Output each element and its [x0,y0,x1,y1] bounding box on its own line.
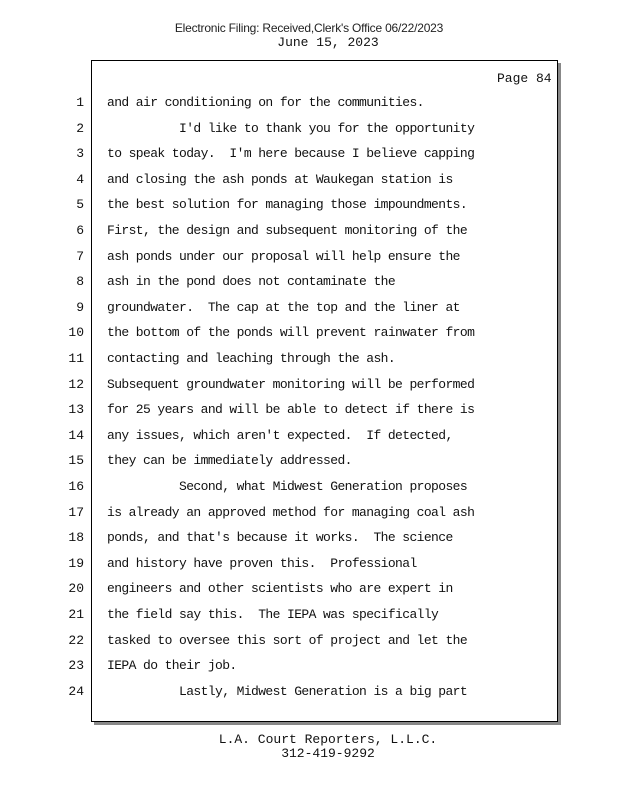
transcript-line [0,453,618,473]
transcript-line [0,121,618,141]
transcript-line [0,325,618,345]
line-text: and air conditioning on for the communities. [107,95,424,110]
line-number: 3 [76,146,84,162]
line-text: groundwater. The cap at the top and the liner at [107,299,460,315]
transcript-line [0,377,618,397]
transcript-line [0,95,618,115]
line-number: 2 [76,120,84,136]
line-text: contacting and leaching through the ash. [107,351,396,366]
transcript-line [0,274,618,294]
transcript-line [0,300,618,320]
line-number: 23 [68,658,84,674]
line-number: 17 [68,504,84,520]
line-text: the bottom of the ponds will prevent rainwater from [107,325,475,341]
line-text: the field say this. The IEPA was specifically [107,607,439,622]
line-number: 9 [76,299,84,315]
line-number: 4 [76,171,84,187]
line-text: ponds, and that's because it works. The science [107,530,453,546]
filing-stamp: Electronic Filing: Received,Clerk's Office 06/22/2023 [174,21,444,35]
line-text: I'd like to thank you for the opportunity [107,120,475,136]
line-number: 10 [68,325,84,341]
line-text: ash in the pond does not contaminate the [107,274,396,290]
page-number: Page 84 [497,71,552,86]
transcript-line [0,223,618,243]
transcript-line [0,197,618,217]
transcript-line [0,658,618,678]
transcript-line [0,172,618,192]
page-footer [0,733,618,761]
transcript-line [0,607,618,627]
line-text: they can be immediately addressed. [107,453,352,469]
transcript-line [0,351,618,371]
line-number: 7 [76,248,84,264]
line-text: engineers and other scientists who are expert in [107,581,453,597]
transcript-line [0,249,618,269]
line-text: and closing the ash ponds at Waukegan station is [107,171,453,187]
transcript-line [0,633,618,653]
transcript-line [0,402,618,422]
line-number: 22 [68,632,84,648]
transcript-line [0,479,618,499]
line-number: 8 [76,274,84,290]
transcript-line [0,505,618,525]
line-number: 19 [68,555,84,571]
line-number: 16 [68,479,84,494]
line-number: 11 [68,351,84,366]
line-text: the best solution for managing those impoundments. [107,197,468,213]
transcript-line [0,581,618,601]
transcript-line [0,146,618,166]
line-text: First, the design and subsequent monitoring of the [107,223,468,238]
line-text: Lastly, Midwest Generation is a big part [107,683,468,699]
line-number: 6 [76,223,84,238]
line-text: to speak today. I'm here because I believe capping [107,146,475,162]
line-text: Second, what Midwest Generation proposes [107,479,468,494]
line-text: tasked to oversee this sort of project and let the [107,632,468,648]
line-text: ash ponds under our proposal will help ensure the [107,248,460,264]
line-number: 15 [68,453,84,469]
transcript-line [0,556,618,576]
line-number: 14 [68,427,84,443]
line-number: 5 [76,197,84,213]
line-number: 1 [76,95,84,110]
hearing-date: June 15, 2023 [277,35,379,50]
line-text: IEPA do their job. [107,658,237,674]
line-text: is already an approved method for managing coal ash [107,504,475,520]
line-number: 12 [68,376,84,392]
line-number: 24 [68,683,84,699]
court-reporter-name: L.A. Court Reporters, L.L.C. [218,732,438,747]
line-number: 20 [68,581,84,597]
line-text: for 25 years and will be able to detect if there is [107,402,475,418]
line-text: and history have proven this. Professional [107,555,417,571]
transcript-line [0,684,618,704]
line-number: 18 [68,530,84,546]
transcript-line [0,530,618,550]
line-text: Subsequent groundwater monitoring will be performed [107,376,475,392]
transcript-line [0,428,618,448]
court-reporter-phone: 312-419-9292 [281,746,375,761]
line-text: any issues, which aren't expected. If detected, [107,427,453,443]
line-number: 21 [68,607,84,622]
line-number: 13 [68,402,84,418]
